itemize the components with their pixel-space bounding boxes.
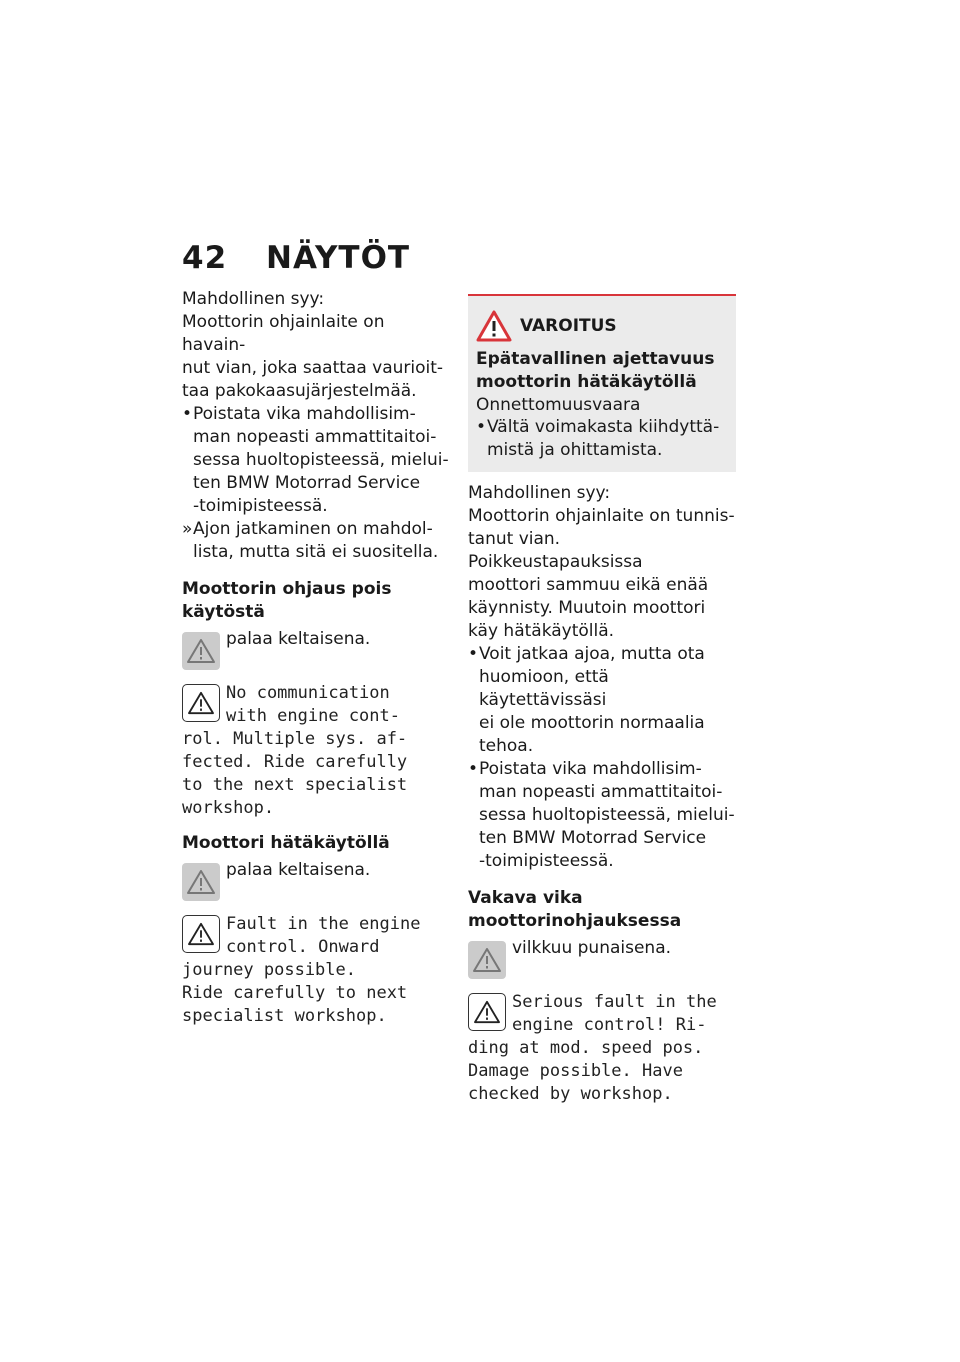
section-heading: Moottorin ohjaus pois: [182, 579, 392, 599]
warning-box: [468, 294, 736, 472]
display-line: fected. Ride carefully: [182, 752, 408, 772]
display-message: [468, 991, 736, 1106]
warning-triangle-lamp-icon: [182, 863, 220, 901]
display-line: checked by workshop.: [468, 1084, 673, 1104]
list-line: Voit jatkaa ajoa, mutta ota: [479, 644, 705, 664]
cause-line: taa pakokaasujärjestelmää.: [182, 381, 417, 401]
cause-label: Mahdollinen syy:: [182, 289, 325, 309]
warning-triangle-lamp-icon: [182, 632, 220, 670]
lamp-row: [182, 859, 450, 901]
list-item: [476, 416, 728, 462]
display-message: [182, 913, 450, 1028]
result-marker: »: [182, 519, 193, 539]
warning-subtitle: moottorin hätäkäytöllä: [476, 372, 697, 392]
display-line: workshop.: [182, 798, 275, 818]
list-line: huomioon, että käytettävissäsi: [479, 667, 609, 710]
lamp-row: [182, 628, 450, 670]
list-line: -toimipisteessä.: [479, 851, 614, 871]
list-line: Poistata vika mahdollisim-: [479, 759, 702, 779]
display-line: control. Onward: [226, 937, 380, 957]
left-column: [182, 288, 450, 1028]
list-line: Poistata vika mahdollisim-: [193, 404, 416, 424]
warning-hazard: Onnettomuusvaara: [476, 395, 641, 415]
bullet-marker: •: [468, 759, 479, 779]
list-line: sessa huoltopisteessä, mielui-: [479, 805, 735, 825]
list-line: Ajon jatkaminen on mahdol-: [193, 519, 433, 539]
warning-triangle-display-icon: [182, 915, 220, 953]
list-line: man nopeasti ammattitaitoi-: [479, 782, 723, 802]
lamp-row: [468, 937, 736, 979]
cause-line: nut vian, joka saattaa vaurioit-: [182, 358, 444, 378]
cause-line: Moottorin ohjainlaite on tunnis-: [468, 506, 735, 526]
list-item: [468, 643, 736, 758]
display-line: Ride carefully to next: [182, 983, 408, 1003]
cause-line: moottori sammuu eikä enää: [468, 575, 709, 595]
lamp-status-text: palaa keltaisena.: [226, 629, 371, 649]
cause-line: tanut vian. Poikkeustapauksissa: [468, 529, 643, 572]
chapter-title: NÄYTÖT: [266, 240, 411, 276]
display-line: Fault in the engine: [226, 914, 421, 934]
cause-line: Moottorin ohjainlaite on havain-: [182, 312, 385, 355]
display-line: with engine cont-: [226, 706, 400, 726]
warning-triangle-display-icon: [182, 684, 220, 722]
warning-triangle-red-icon: [476, 310, 512, 342]
warning-header: [476, 310, 728, 342]
action-list: [468, 643, 736, 873]
display-line: No communication: [226, 683, 390, 703]
list-line: sessa huoltopisteessä, mielui-: [193, 450, 449, 470]
bullet-marker: •: [476, 417, 487, 437]
list-line: man nopeasti ammattitaitoi-: [193, 427, 437, 447]
list-line: ten BMW Motorrad Service: [479, 828, 707, 848]
display-message: [182, 682, 450, 820]
display-line: rol. Multiple sys. af-: [182, 729, 408, 749]
display-line: specialist workshop.: [182, 1006, 387, 1026]
bullet-marker: •: [182, 404, 193, 424]
lamp-status-text: palaa keltaisena.: [226, 860, 371, 880]
warning-triangle-lamp-icon: [468, 941, 506, 979]
list-item: [468, 758, 736, 873]
cause-label: Mahdollinen syy:: [468, 483, 611, 503]
page-number: 42: [182, 240, 228, 276]
list-line: -toimipisteessä.: [193, 496, 328, 516]
section-heading: käytöstä: [182, 602, 265, 622]
display-line: ding at mod. speed pos.: [468, 1038, 704, 1058]
warning-subtitle: Epätavallinen ajettavuus: [476, 349, 715, 369]
lamp-status-text: vilkkuu punaisena.: [512, 938, 672, 958]
list-line: mistä ja ohittamista.: [487, 440, 663, 460]
display-line: Serious fault in the: [512, 992, 717, 1012]
cause-line: käynnisty. Muutoin moottori: [468, 598, 706, 618]
list-line: ten BMW Motorrad Service: [193, 473, 421, 493]
list-item: [182, 518, 450, 564]
list-line: Vältä voimakasta kiihdyttä-: [487, 417, 720, 437]
cause-line: käy hätäkäytöllä.: [468, 621, 615, 641]
warning-title: VAROITUS: [520, 316, 617, 336]
warning-list: [476, 416, 728, 462]
warning-triangle-display-icon: [468, 993, 506, 1031]
bullet-marker: •: [468, 644, 479, 664]
page-header: [182, 240, 410, 276]
display-line: engine control! Ri-: [512, 1015, 707, 1035]
list-line: tehoa.: [479, 736, 534, 756]
display-line: journey possible.: [182, 960, 356, 980]
display-line: to the next specialist: [182, 775, 408, 795]
section-heading: Moottori hätäkäytöllä: [182, 833, 390, 853]
list-item: [182, 403, 450, 518]
right-column: [468, 288, 736, 1106]
section-heading: Vakava vika: [468, 888, 583, 908]
list-line: lista, mutta sitä ei suositella.: [193, 542, 439, 562]
list-line: ei ole moottorin normaalia: [479, 713, 705, 733]
action-list: [182, 403, 450, 564]
display-line: Damage possible. Have: [468, 1061, 683, 1081]
section-heading: moottorinohjauksessa: [468, 911, 682, 931]
